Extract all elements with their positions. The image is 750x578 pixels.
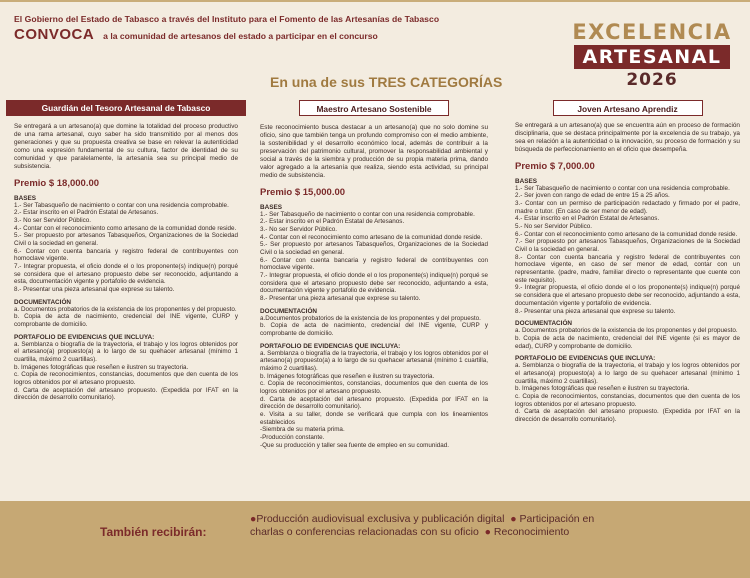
list-item: c. Copia de reconocimientos, constancias, documentos que den cuenta de los logros obtenidos por el artesano propuesto. (260, 380, 488, 395)
portafolio-list (515, 362, 740, 423)
portafolio-list (260, 350, 488, 450)
convoca-heading: CONVOCA (14, 26, 95, 43)
list-item: 4.- Contar con el reconocimiento como artesano de la comunidad donde reside. (14, 224, 237, 232)
documentacion-heading: DOCUMENTACIÓN (515, 320, 573, 328)
bullet-icon: ● (510, 513, 517, 525)
category-title: Joven Artesano Aprendiz (553, 100, 703, 116)
header-row-2 (14, 26, 514, 43)
category-column-sostenible (256, 100, 492, 449)
footer-benefits (250, 513, 670, 538)
list-item: a. Documentos probatorios de la existencia de los proponentes y del propuesto. (515, 327, 738, 335)
list-item: 2.- Ser joven con rango de edad de entre 15 a 25 años. (515, 192, 670, 200)
list-item: 6.- Contar con cuenta bancaria y registro federal de contribuyentes con homoclave vigente. (14, 247, 238, 263)
categories-heading: En una de sus TRES CATEGORÍAS (270, 74, 503, 90)
category-description: Este reconocimiento busca destacar a un artesano(a) que no solo domine su oficio, sino que también tenga un profundo compromiso con el medio ambiente, la sostenibilidad y el desarrollo económico local, además de contribuir a la preservación del patrimonio cultural, promover la responsabilidad ambiental y social a través de la siembra y producción de su propia materia prima, dando valor agregado a la artesanía que realiza, siendo esta actividad, su principal medio de subsistencia. (260, 124, 488, 179)
list-item: 8.- Presentar una pieza artesanal que exprese su talento. (260, 294, 421, 302)
logo-year: 2026 (626, 70, 678, 90)
logo-line-2: ARTESANAL (574, 45, 729, 69)
list-item: 7.- Integrar propuesta, el oficio donde el o los proponente(s) indique(n) porqué se considera que el artesano propuesto debe ser reconocido, adjuntando a esta, documentación vigente y portafolio de evidencia. (260, 271, 488, 295)
list-item: 9.- Integrar propuesta, el oficio donde el o los proponente(s) indique(n) porqué se considera que el artesano propuesto debe ser reconocido, adjuntando a esta, documentación vigente y portafolio de evidencia. (515, 284, 740, 307)
list-item: c. Copia de reconocimientos, constancias, documentos que den cuenta de los logros obtenidos por el artesano propuesto. (515, 392, 740, 408)
category-description: Se entregará a un artesano(a) que domine la totalidad del proceso productivo de una rama artesanal, cuyo saber ha sido transmitido por al menos dos generaciones y que su propuesta creativa se base en relevar la autenticidad como una expresión fundamental de su cultura, factor de identidad de su comunidad y que paralelamente, la artesanía sea su principal medio de subsistencia. (14, 123, 238, 170)
category-column-guardian (6, 100, 246, 402)
list-item: 6.- Contar con cuenta bancaria y registro federal de contribuyentes con homoclave vigente. (260, 256, 488, 272)
list-item: b. Copia de acta de nacimiento, credencial del INE vigente, CURP y comprobante de domicilio. (260, 322, 488, 337)
list-item: c. Copia de reconocimientos, constancias, documentos que den cuenta de los logros obtenidos por el artesano propuesto. (14, 371, 238, 387)
list-item: b. Imágenes fotográficas que reseñen e ilustren su trayectoria. (515, 385, 690, 393)
portafolio-heading: PORTAFOLIO DE EVIDENCIAS QUE INCLUYA: (14, 333, 155, 341)
list-item: 1.- Ser Tabasqueño de nacimiento o contar con una residencia comprobable. (260, 210, 475, 218)
list-item: 5.- Ser propuesto por artesanos Tabasqueños, Organizaciones de la Sociedad Civil o la sociedad en general. (14, 232, 238, 247)
list-item: 1.- Ser Tabasqueño de nacimiento o contar con una residencia comprobable. (14, 201, 229, 209)
list-item: 5.- Ser propuesto por artesanos Tabasqueños, Organizaciones de la Sociedad Civil o la sociedad en general. (260, 241, 488, 256)
list-item: 5.- No ser Servidor Público. (515, 223, 592, 231)
list-item: 6.- Contar con el reconocimiento como artesano de la comunidad donde reside. (515, 230, 738, 238)
benefit-item: Producción audiovisual exclusiva y publicación digital (256, 513, 505, 525)
header (14, 14, 514, 43)
portafolio-list (14, 341, 238, 402)
portafolio-heading: PORTAFOLIO DE EVIDENCIAS QUE INCLUYA: (515, 355, 656, 363)
list-item: 1.- Ser Tabasqueño de nacimiento o contar con una residencia comprobable. (515, 184, 730, 192)
list-item: b. Imágenes fotográficas que reseñen e ilustren su trayectoria. (260, 372, 435, 380)
list-item: 8.- Presentar una pieza artesanal que exprese su talento. (14, 286, 175, 294)
benefit-item: Reconocimiento (493, 525, 570, 538)
list-item: 7.- Ser propuesto por artesanos Tabasqueños, Organizaciones de la Sociedad Civil o la sociedad en general. (515, 238, 740, 254)
list-item: 2.- Estar inscrito en el Padrón Estatal de Artesanos. (14, 209, 159, 217)
list-item: b. Imágenes fotográficas que reseñen e ilustren su trayectoria. (14, 363, 189, 371)
list-item: -Que su producción y taller sea fuente de empleo en su comunidad. (260, 441, 450, 449)
bases-list (515, 185, 740, 315)
bases-list (14, 202, 238, 294)
list-item: -Producción constante. (260, 434, 325, 442)
list-item: e. Visita a su taller, donde se verificará que cumpla con los lineamientos establecidos (260, 411, 488, 426)
list-item: 8.- Contar con cuenta bancaria y registro federal de contribuyentes con homoclave vigente, en caso de ser menor de edad, contar con un representante. (padre, madre, familiar directo o representante que cuente con este requisito). (515, 253, 740, 284)
header-line-2: a la comunidad de artesanos del estado a participar en el concurso (103, 31, 378, 41)
documentacion-heading: DOCUMENTACIÓN (260, 307, 318, 315)
category-title: Maestro Artesano Sostenible (299, 100, 449, 116)
top-decor-band (0, 0, 750, 2)
list-item: d. Carta de aceptación del artesano propuesto. (Expedida por IFAT en la dirección de desarrollo comunitario). (260, 395, 488, 411)
bases-heading: BASES (14, 194, 37, 202)
bases-heading: BASES (260, 203, 283, 211)
list-item: a.Documentos probatorios de la existencia de los proponentes y del propuesto. (260, 314, 481, 322)
list-item: 4.- Contar con el reconocimiento como artesano de la comunidad donde reside. (260, 233, 483, 241)
category-premio: Premio $ 18,000.00 (14, 177, 100, 189)
list-item: d. Carta de aceptación del artesano propuesto. (Expedida por IFAT en la dirección de desarrollo comunitario). (515, 408, 740, 423)
bases-heading: BASES (515, 177, 538, 185)
footer-lead: También recibirán: (100, 525, 207, 539)
list-item: d. Carta de aceptación del artesano propuesto. (Expedida por IFAT en la dirección de desarrollo comunitario). (14, 386, 238, 402)
list-item: 3.- Contar con un permiso de participación redactado y firmado por el padre, madre o tutor. (En caso de ser menor de edad). (515, 200, 740, 215)
excelencia-artesanal-logo (568, 20, 736, 100)
category-premio: Premio $ 15,000.00 (260, 186, 346, 198)
list-item: 2.- Estar inscrito en el Padrón Estatal de Artesanos. (260, 218, 405, 226)
category-title: Guardián del Tesoro Artesanal de Tabasco (6, 100, 246, 116)
list-item: a. Documentos probatorios de la existencia de los proponentes y del propuesto. (14, 305, 237, 313)
category-premio: Premio $ 7,000.00 (515, 160, 595, 172)
documentacion-list (14, 306, 238, 329)
benefit-item: Participación en (519, 513, 595, 525)
documentacion-list (515, 327, 740, 350)
list-item: 4.- Estar inscrito en el Padrón Estatal de Artesanos. (515, 215, 660, 223)
list-item: 3.- No ser Servidor Público. (260, 225, 337, 233)
logo-line-1: EXCELENCIA (572, 20, 732, 44)
list-item: -Siembra de su materia prima. (260, 426, 345, 434)
list-item: 7.- Integrar propuesta, el oficio donde el o los proponente(s) indique(n) porqué se considera que el artesano propuesto debe ser reconocido, adjuntando a esta, documentación vigente y portafolio de evidencia. (14, 263, 238, 286)
list-item: a. Semblanza o biografía de la trayectoria, el trabajo y los logros obtenidos por el artesano(a) propuesto(a) a lo largo de su quehacer artesanal (mínimo 1 cuartilla, máximo 2 cuartillas). (260, 349, 488, 372)
list-item: a. Semblanza o biografía de la trayectoria, el trabajo y los logros obtenidos por el artesano(a) propuesto(a) a lo largo de su quehacer artesanal (mínimo 1 cuartilla, máximo 2 cuartillas). (14, 340, 238, 364)
bullet-icon: ● (250, 513, 257, 525)
list-item: b. Copia de acta de nacimiento, credencial del INE vigente (si es mayor de edad), CURP y comprobante de domicilio. (515, 334, 740, 350)
documentacion-list (260, 315, 488, 338)
documentacion-heading: DOCUMENTACIÓN (14, 298, 72, 306)
header-line-1: El Gobierno del Estado de Tabasco a través del Instituto para el Fomento de las Artesanías de Tabasco (14, 14, 440, 24)
category-column-joven (511, 100, 744, 424)
list-item: 3.- No ser Servidor Público. (14, 216, 91, 224)
portafolio-heading: PORTAFOLIO DE EVIDENCIAS QUE INCLUYA: (260, 342, 401, 350)
list-item: 8.- Presentar una pieza artesanal que exprese su talento. (515, 307, 676, 315)
category-description: Se entregará a un artesano(a) que se encuentra aún en proceso de formación disciplinaria, que se destaca principalmente por la excelencia de su trabajo, ya sea en relación a la autenticidad o la innovación, su proceso de formación y su búsqueda de perfeccionamiento en el oficio que desempeña. (515, 122, 740, 153)
list-item: b. Copia de acta de nacimiento, credencial del INE vigente, CURP y comprobante de domicilio. (14, 313, 238, 329)
bases-list (260, 211, 488, 303)
list-item: a. Semblanza o biografía de la trayectoria, el trabajo y los logros obtenidos por el artesano(a) propuesto(a) a lo largo de su quehacer artesanal (mínimo 1 cuartilla, máximo 2 cuartillas). (515, 362, 740, 385)
benefit-item: charlas o conferencias relacionadas con su oficio (250, 525, 479, 538)
bullet-icon: ● (484, 525, 491, 538)
